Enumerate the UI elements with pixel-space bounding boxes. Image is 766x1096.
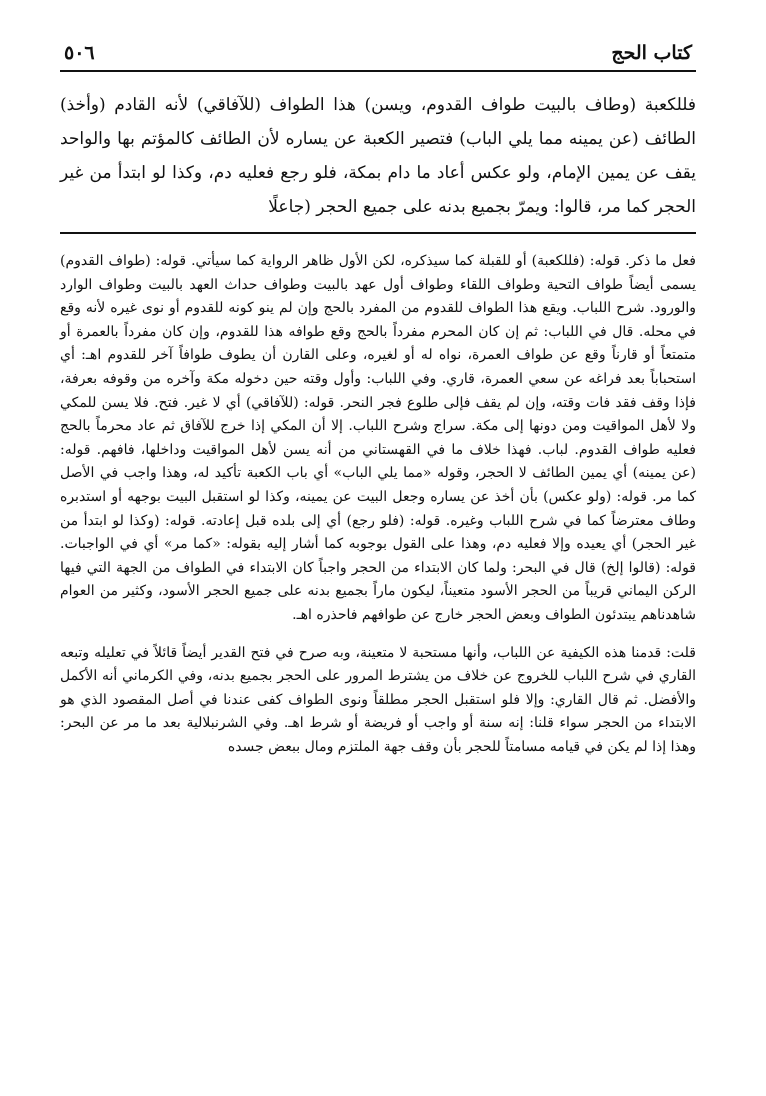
section-divider (60, 232, 696, 234)
book-title: كتاب الحج (611, 42, 692, 64)
commentary-paragraph: فعل ما ذكر. قوله: (فللكعبة) أو للقبلة كما سيذكره، لكن الأول ظاهر الرواية كما سيأتي. قوله: (طواف القدوم) يسمى أيضاً طواف التحية وطواف اللقاء وطواف أول عهد بالبيت وطواف حداث العهد بالبيت وطواف الوارد والورود. شرح اللباب. ويقع هذا الطواف للقدوم من المفرد بالحج وإن لم ينو كونه للقدوم أو نوى غيره لأنه وقع في محله. قال في اللباب: ثم إن كان المحرم مفرداً بالحج وقع طوافه هذا للقدوم، وإن كان مفرداً بالعمرة أو متمتعاً أو قارناً وقع عن طواف العمرة، نواه له أو لغيره، وعلى القارن أن يطوف طوافاً آخر للقدوم اهـ: أي استحباباً بعد فراغه عن سعي العمرة، قاري. وفي اللباب: وأول وقته حين دخوله مكة وآخره من وقوفه بعرفة، فإذا وقف فقد فات وقته، وإن لم يقف فإلى طلوع فجر النحر. قوله: (للآفاقي) أي لا غير. فتح. فلا يسن للمكي ولا لأهل المواقيت ومن دونها إلى مكة. سراج وشرح اللباب. إلا أن المكي إذا خرج للآفاق ثم عاد محرماً بالحج فعليه طواف القدوم. لباب. فهذا خلاف ما في القهستاني من أنه يسن لأهل المواقيت وداخلها، فافهم. قوله: (عن يمينه) أي يمين الطائف لا الحجر، وقوله «مما يلي الباب» أي باب الكعبة تأكيد له، وهذا واجب في الأصل كما مر. قوله: (ولو عكس) بأن أخذ عن يساره وجعل البيت عن يمينه، وكذا لو استقبل البيت بوجهه أو استدبره وطاف معترضاً كما في شرح اللباب وغيره. قوله: (فلو رجع) أي إلى بلده قبل إعادته. قوله: (وكذا لو ابتدأ من غير الحجر) أي يعيده وإلا فعليه دم، وهذا على القول بوجوبه كما أشار إليه بقوله: «كما مر» أي في الواجبات. قوله: (قالوا إلخ) قال في البحر: ولما كان الابتداء من الحجر واجباً كان الابتداء في الطواف من الجهة التي فيها الركن اليماني قريباً من الحجر الأسود متعيناً، ليكون ماراً بجميع بدنه على جميع الحجر الأسود، وكثير من العوام شاهدناهم يبتدئون الطواف وبعض الحجر خارج عن طوافهم فاحذره اهـ. (60, 253, 696, 623)
main-text: فللكعبة (وطاف بالبيت طواف القدوم، ويسن) هذا الطواف (للآفاقي) لأنه القادم (وأخذ) الطائف (عن يمينه مما يلي الباب) فتصير الكعبة عن يساره لأن الطائف كالمؤتم بها والواحد يقف عن يمين الإمام، ولو عكس أعاد ما دام بمكة، فلو رجع فعليه دم، وكذا لو ابتدأ من غير الحجر كما مر، قالوا: ويمرّ بجميع بدنه على جميع الحجر (جاعلًا (60, 95, 696, 217)
page-header (60, 36, 696, 72)
commentary (60, 250, 696, 759)
commentary-paragraph: قلت: قدمنا هذه الكيفية عن اللباب، وأنها مستحبة لا متعينة، وبه صرح في فتح القدير أيضاً قائلاً في تعليله وتبعه القاري في شرح اللباب للخروج عن خلاف من يشترط المرور على الحجر بجميع بدنه، وفي الكرماني أنه الأكمل والأفضل. ثم قال القاري: وإلا فلو استقبل الحجر مطلقاً ونوى الطواف كفى عندنا في أصل المقصود الذي هو الابتداء من الحجر سواء قلنا: إنه سنة أو واجب أو فريضة أو شرط اهـ. وفي الشرنبلالية بعد ما مر عن البحر: وهذا إذا لم يكن في قيامه مسامتاً للحجر بأن وقف جهة الملتزم ومال ببعض جسده (60, 644, 696, 755)
page-number: ٥٠٦ (64, 42, 95, 64)
